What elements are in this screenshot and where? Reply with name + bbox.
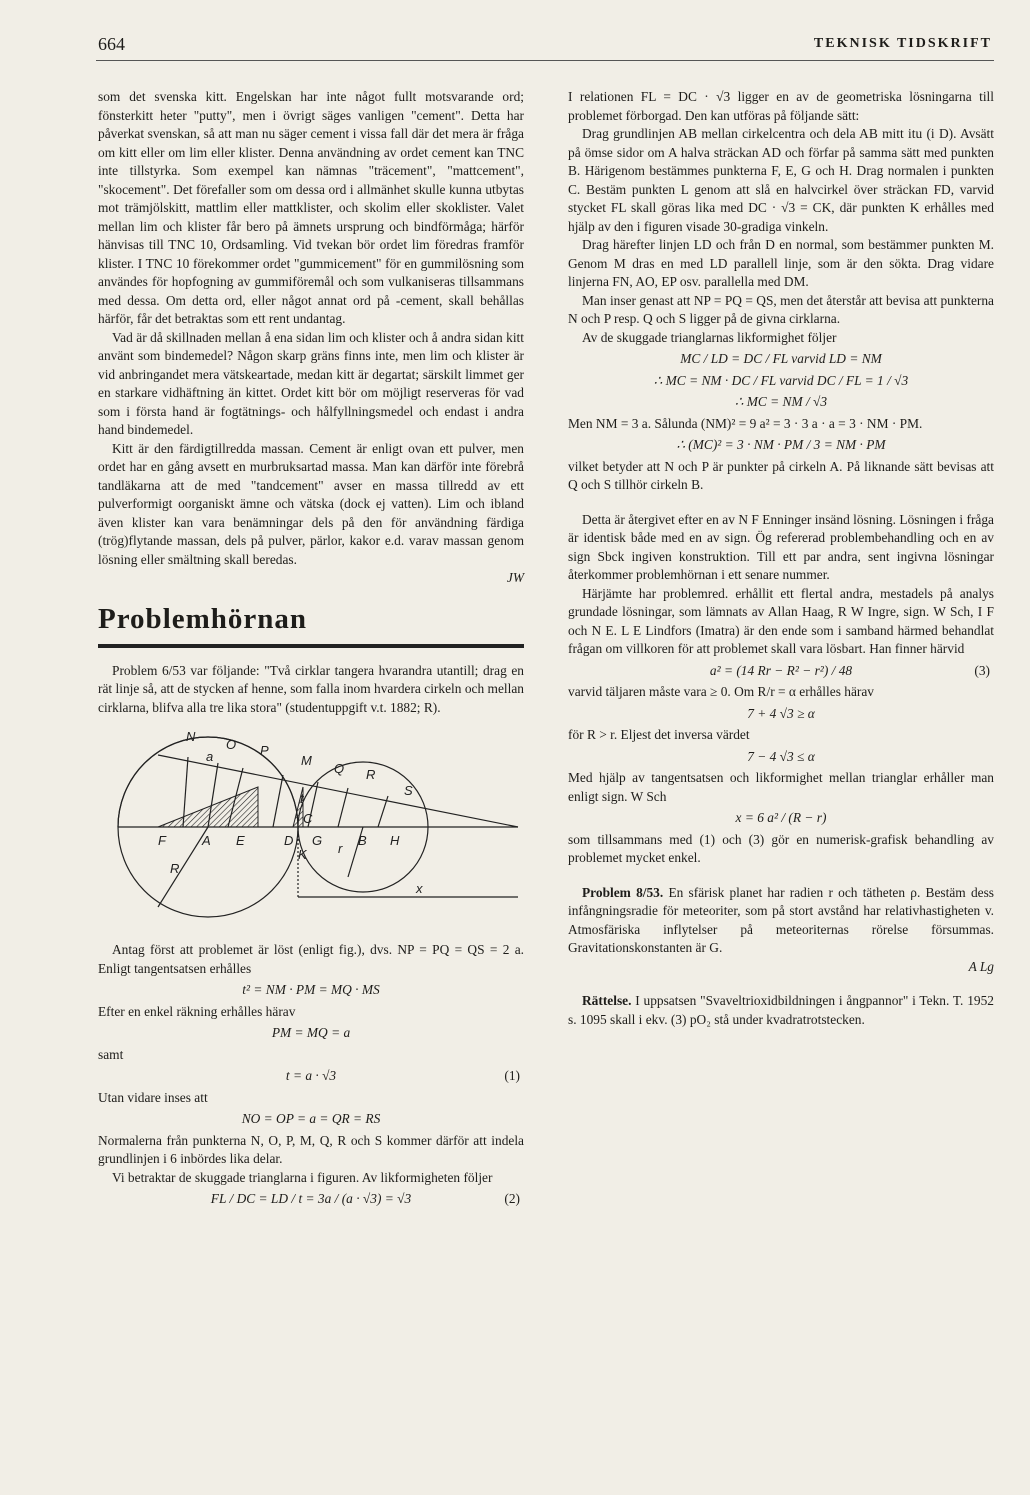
signature: A Lg [968,958,994,974]
paragraph: Vi betraktar de skuggade trianglarna i figuren. Av likformigheten följer [112,1169,493,1185]
shaded-triangle [158,787,258,827]
fig-label: r [338,841,343,856]
fig-label: A [202,833,211,848]
fig-label: R [366,767,376,782]
equation: PM = MQ = a [271,1025,351,1040]
paragraph: I relationen FL = DC · √3 ligger en av de geometriska lösningarna till problemet förborgad. Den kan utföras på följande sätt: [568,89,994,123]
fig-label: K [298,847,307,862]
equation: t = a · √3 (1) [98,1067,524,1086]
section-heading: Problemhörnan [98,602,308,635]
equation: a² = (14 Rr − R² − r²) / 48 (3) [568,662,994,681]
paragraph: Men NM = 3 a. Sålunda (NM)² = 9 a² = 3 · 3 a · a = 3 · NM · PM. [568,415,923,431]
equation: FL / DC = LD / t = 3a / (a · √3) = √3 (2) [98,1190,524,1209]
erratum-label: Rättelse. [582,993,632,1008]
page-number: 664 [98,34,125,54]
equation: ∴ MC = NM · DC / FL varvid DC / FL = 1 / √3 [653,372,909,388]
geometry-figure [98,727,524,927]
paragraph: Av de skuggade trianglarnas likformighet följer [582,329,837,345]
paragraph: som tillsammans med (1) och (3) gör en numerisk-grafisk behandling av problemet mycket enkel. [568,831,994,865]
problem-text: En sfärisk planet har radien r och tätheten ρ. Bestäm dess infångningsradie för meteoriter, som på stort avstånd har relativhastigheten v. Atmosfäriska inflytelser på meteoriternas rörelse försummas. Gravitationskonstanten är G. [568,884,995,955]
equation: ∴ MC = NM / √3 [734,394,828,409]
equation: t² = NM · PM = MQ · MS [242,982,380,997]
erratum-text: I uppsatsen "Svaveltrioxidbildningen i ångpannor" i Tekn. T. 1952 s. 1095 skall i ekv. (3) pO₂ stå under kvadratrotstecken. [568,993,994,1027]
paragraph: Normalerna från punkterna N, O, P, M, Q, R och S kommer därför att indela grundlinjen i 6 inbördes lika delar. [98,1132,524,1166]
paragraph: Efter en enkel räkning erhålles härav [98,1003,296,1019]
paragraph: samt [98,1046,124,1062]
paragraph: Man inser genast att NP = PQ = QS, men det återstår att bevisa att punkterna N och P resp. Q och S ligger på de givna cirklarna. [568,292,994,326]
equation: ∴ (MC)² = 3 · NM · PM / 3 = NM · PM [676,437,886,452]
fig-label: P [260,743,269,758]
fig-label: N [186,729,196,744]
equation: MC / LD = DC / FL varvid LD = NM [680,351,882,366]
equation-number: (1) [504,1068,520,1083]
fig-label: O [226,737,237,752]
erratum-paragraph [568,992,994,1029]
fig-label: D [284,833,294,848]
paragraph: varvid täljaren måste vara ≥ 0. Om R/r = α erhålles härav [568,684,874,699]
fig-label: x [416,881,423,896]
equation: x = 6 a² / (R − r) [735,810,827,825]
paragraph: Drag grundlinjen AB mellan cirkelcentra och dela AB mitt itu (i D). Avsätt på ömse sidor om A halva sträckan AD och förfar på samma sätt med punkten B. Härigenom bestämmes punkterna F, E, G och H. Drag normalen i punkten C. Bestäm punkten L genom att slå en halvcirkel över sträckan FD, varvid stycket FL skall göras lika med DC · √3 = CK, där punkten K erhålles med hjälp av den i figuren visade 30-gradiga vinkeln. [568,126,994,234]
fig-label: S [404,783,413,798]
fig-label: a [206,749,214,764]
fig-label: F [158,833,166,848]
paragraph: för R > r. Eljest det inversa värdet [568,727,750,742]
paragraph: Med hjälp av tangentsatsen och likformighet mellan trianglar erhåller man enligt sign. W Sch [568,770,994,804]
fig-label: B [358,833,367,848]
journal-title: TEKNISK TIDSKRIFT [813,36,992,51]
header-rule [96,60,994,61]
problem-label: Problem 8/53. [582,884,664,900]
fig-label: M [301,753,312,768]
problem-paragraph [568,884,994,958]
equation-number: (3) [974,662,990,678]
fig-label: G [312,833,323,848]
paragraph: Vad är då skillnaden mellan å ena sidan lim och klister och å andra sidan kitt använt som bindemedel? Någon skarp gräns finns inte, men lim och klister är vid anbringandet mera vätskeartade, medan kitt är degartat; särskilt limmet ger en starkare vidhäftning än kittet. Ordet kitt bör om möjligt reserveras för vad som i första hand är fogtätnings- och hålfyllningsmedel och endast i andra hand bindemedel. [98,329,524,437]
paragraph: Kitt är den färdigtillredda massan. Cement är enligt ovan ett pulver, men ordet har en gång avsett en murbruksartad massa. Man kan därför inte förebrå tandläkarna att de med "tandcement" avser en massa tillredd av ett pulverformigt oorganiskt ämne och vätska (dock ej vatten). Lim och ibland även klister kan vara benämningar dels på den för användning färdiga (trög)flytande massan, dels på pulver, pärlor, kakor e.d. varav massan genom lösning eller smältning skall beredas. [98,440,524,567]
paragraph: Problem 6/53 var följande: "Två cirklar tangera hvarandra utantill; drag en rät linje så, att de stycken af henne, som falla inom hvardera cirkeln och mellan cirklarna, blifva alla tre lika stora" (studentuppgift v.t. 1882; R). [98,662,524,715]
fig-label: C [303,811,313,826]
fig-label: R [170,861,180,876]
paragraph: Drag härefter linjen LD och från D en normal, som bestämmer punkten M. Genom M dras en med LD parallell linje, som är den sökta. Drag vidare linjerna FN, AO, EP osv. parallella med DM. [568,237,994,289]
equation: 7 − 4 √3 ≤ α [747,748,815,764]
paragraph: Härjämte har problemred. erhållit ett flertal andra, mestadels på analys grundade lösningar, som lämnats av Allan Haag, R W Ingre, sign. W Sch, I F och N E. L E Lindfors (Imatra) är den ende som i samband härmed behandlat frågan om villkoren för att problemet skall vara lösbart. Han finner härvid [568,585,994,656]
fig-label: t [300,791,304,806]
fig-label: E [236,833,245,848]
heading-rule [98,644,524,648]
paragraph: som det svenska kitt. Engelskan har inte något fullt motsvarande ord; fönsterkitt heter "putty", men i övrigt säges vanligen "cement". Detta har påverkat svenskan, så att man nu säger cement i vissa fall där det mera är fråga om kitt eller om lim eller klister. Denna användning av ordet cement kan TNC inte tillstyrka. Som exempel kan nämnas "träcement", "mattcement", "skocement". Det förefaller som om dessa ord i allmänhet skulle kunna utbytas mot trämjölskitt, mattlim eller mattklister, och skolim eller skoklister. Valet mellan lim och klister får bero på ämnets ursprung och bindförmåga; härför hänvisas till TNC 10, Ordsamling. Vid tvekan bör ordet lim föredras framför klister. I TNC 10 förekommer ordet "gummicement" för en gummilösning som användes för hopfogning av gummiföremål och som vulkaniseras tillsammans med dessa. Om detta ord, eller något annat ord på -cement, skall behållas härför, får det betraktas som ett rent undantag. [98,89,524,326]
equation: NO = OP = a = QR = RS [241,1111,381,1126]
paragraph: Detta är återgivet efter en av N F Enninger insänd lösning. Lösningen i fråga är identisk både med en av sign. Ög refererad problembehandling och en av sign Sbck ingiven konstruktion. Till ett par andra, sent ingivna lösningar återkommer problemhörnan i ett senare nummer. [568,511,994,582]
equation: 7 + 4 √3 ≥ α [747,705,815,721]
left-column [98,88,524,1212]
signature: JW [506,570,524,585]
equation-number: (2) [504,1191,520,1206]
fig-label: H [390,833,400,848]
paragraph: vilket betyder att N och P är punkter på cirkeln A. På liknande sätt bevisas att Q och S tillhör cirkeln B. [568,458,994,492]
fig-label: Q [334,761,345,776]
right-column [568,88,994,1029]
paragraph: Utan vidare inses att [98,1089,208,1105]
paragraph: Antag först att problemet är löst (enligt fig.), dvs. NP = PQ = QS = 2 a. Enligt tangentsatsen erhålles [98,942,524,976]
